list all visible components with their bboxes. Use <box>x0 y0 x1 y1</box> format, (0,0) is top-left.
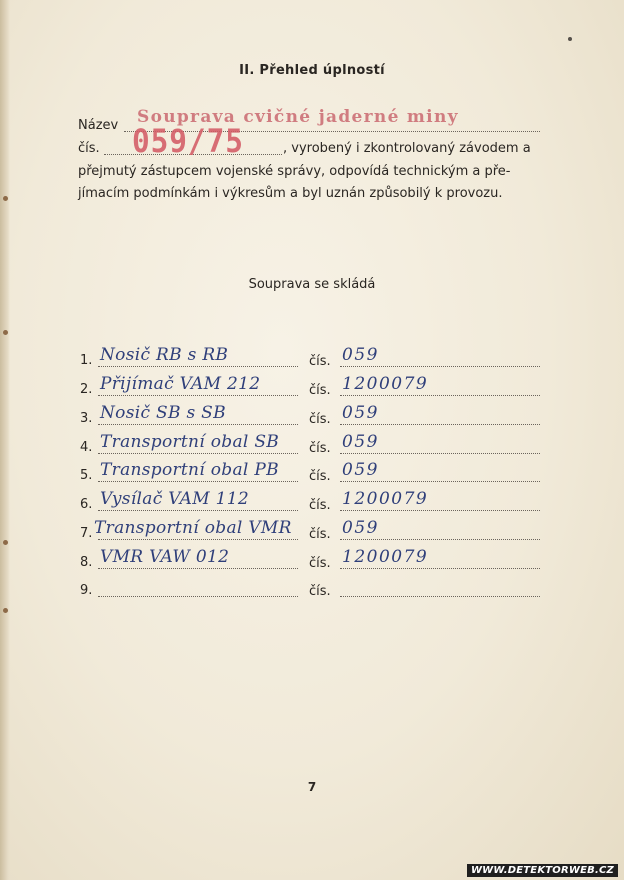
number-leader <box>340 568 540 569</box>
item-name: Přijímač VAM 212 <box>100 374 261 394</box>
list-item <box>0 577 624 606</box>
item-number: 1200079 <box>342 489 429 509</box>
item-leader <box>98 424 298 425</box>
item-number: 059 <box>342 345 379 365</box>
list-item <box>0 491 624 520</box>
item-index: 8. <box>80 555 93 570</box>
number-leader <box>340 510 540 511</box>
number-leader <box>340 424 540 425</box>
list-item <box>0 376 624 405</box>
item-index: 9. <box>80 583 93 598</box>
item-cis-label: čís. <box>309 556 331 571</box>
item-cis-label: čís. <box>309 469 331 484</box>
ink-speck <box>568 37 572 41</box>
number-leader <box>340 453 540 454</box>
item-index: 6. <box>80 497 93 512</box>
list-item <box>0 347 624 376</box>
item-name: Vysílač VAM 112 <box>100 489 250 509</box>
item-index: 5. <box>80 468 93 483</box>
item-index: 7. <box>80 526 93 541</box>
item-name: Transportní obal PB <box>100 460 279 480</box>
item-cis-label: čís. <box>309 354 331 369</box>
item-leader <box>98 453 298 454</box>
number-stamp: 059/75 <box>132 122 244 160</box>
composition-heading: Souprava se skládá <box>248 277 376 292</box>
list-item <box>0 549 624 578</box>
watermark: WWW.DETEKTORWEB.CZ <box>467 864 618 877</box>
paragraph-line-2: přejmutý zástupcem vojenské správy, odpovídá technickým a pře- <box>78 164 511 179</box>
list-item <box>0 462 624 491</box>
item-index: 3. <box>80 411 93 426</box>
item-cis-label: čís. <box>309 383 331 398</box>
item-name: Nosič RB s RB <box>100 345 229 365</box>
list-item <box>0 434 624 463</box>
item-name: VMR VAW 012 <box>100 547 230 567</box>
item-number: 059 <box>342 403 379 423</box>
item-index: 1. <box>80 353 93 368</box>
number-leader <box>340 481 540 482</box>
item-name: Transportní obal SB <box>100 432 280 452</box>
list-item <box>0 520 624 549</box>
number-leader <box>340 596 540 597</box>
item-number: 059 <box>342 518 379 538</box>
item-leader <box>98 539 298 540</box>
item-index: 4. <box>80 440 93 455</box>
item-number: 1200079 <box>342 374 429 394</box>
number-leader <box>340 395 540 396</box>
item-cis-label: čís. <box>309 584 331 599</box>
number-leader <box>340 539 540 540</box>
section-heading: II. Přehled úplností <box>239 63 385 78</box>
item-leader <box>98 510 298 511</box>
staple-hole <box>3 608 8 613</box>
number-label: čís. <box>78 141 100 156</box>
item-number: 1200079 <box>342 547 429 567</box>
item-name: Transportní obal VMR <box>94 518 292 538</box>
number-leader <box>340 366 540 367</box>
item-cis-label: čís. <box>309 412 331 427</box>
item-leader <box>98 596 298 597</box>
item-leader <box>98 395 298 396</box>
item-leader <box>98 568 298 569</box>
staple-hole <box>3 196 8 201</box>
item-name: Nosič SB s SB <box>100 403 226 423</box>
item-cis-label: čís. <box>309 441 331 456</box>
item-number: 059 <box>342 460 379 480</box>
page-number: 7 <box>307 780 317 794</box>
name-stamp: Souprava cvičné jaderné miny <box>137 107 459 127</box>
item-index: 2. <box>80 382 93 397</box>
name-label: Název <box>78 118 119 133</box>
item-leader <box>98 481 298 482</box>
staple-hole <box>3 330 8 335</box>
paragraph-line-3: jímacím podmínkám i výkresům a byl uznán způsobilý k provozu. <box>78 186 503 201</box>
item-number: 059 <box>342 432 379 452</box>
list-item <box>0 405 624 434</box>
item-cis-label: čís. <box>309 498 331 513</box>
paragraph-line-1: , vyrobený i zkontrolovaný závodem a <box>283 141 531 156</box>
item-cis-label: čís. <box>309 527 331 542</box>
item-leader <box>98 366 298 367</box>
